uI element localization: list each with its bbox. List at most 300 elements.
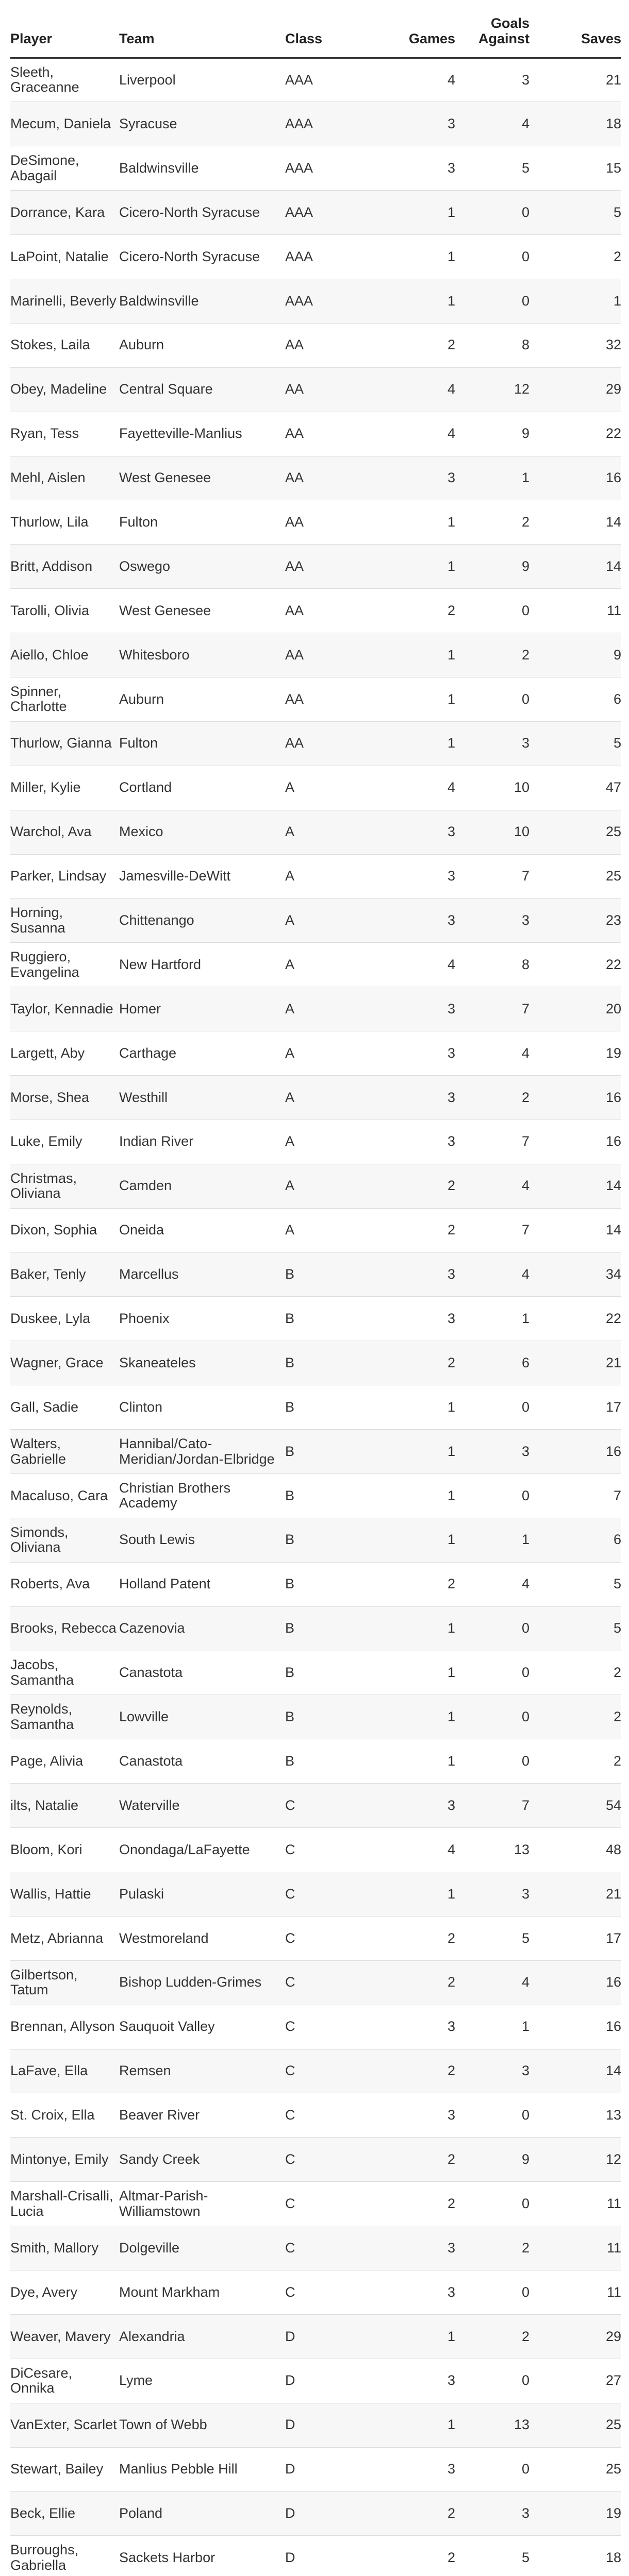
cell-player: Dixon, Sophia: [10, 1208, 119, 1252]
cell-team: Auburn: [119, 323, 285, 367]
cell-saves: 27: [529, 2359, 621, 2403]
cell-games: 3: [365, 2447, 455, 2492]
cell-goals-against: 9: [455, 545, 529, 589]
table-row: [10, 1828, 621, 1872]
cell-saves: 16: [529, 1075, 621, 1120]
cell-team: Mount Markham: [119, 2270, 285, 2315]
goalie-stats-table: [10, 0, 621, 2576]
cell-saves: 25: [529, 2403, 621, 2447]
cell-games: 3: [365, 1784, 455, 1828]
cell-team: Canastota: [119, 1739, 285, 1784]
cell-goals-against: 2: [455, 2226, 529, 2270]
cell-saves: 29: [529, 2314, 621, 2359]
cell-games: 1: [365, 1739, 455, 1784]
cell-games: 1: [365, 2403, 455, 2447]
cell-goals-against: 5: [455, 2536, 529, 2576]
cell-saves: 11: [529, 2270, 621, 2315]
cell-player: Burroughs, Gabriella: [10, 2536, 119, 2576]
cell-saves: 18: [529, 2536, 621, 2576]
cell-goals-against: 0: [455, 1606, 529, 1651]
cell-saves: 25: [529, 854, 621, 899]
cell-team: Sandy Creek: [119, 2138, 285, 2182]
cell-player: LaPoint, Natalie: [10, 235, 119, 279]
cell-goals-against: 10: [455, 766, 529, 810]
cell-player: Baker, Tenly: [10, 1252, 119, 1297]
cell-team: Cicero-North Syracuse: [119, 235, 285, 279]
cell-class: B: [285, 1562, 365, 1606]
cell-games: 1: [365, 235, 455, 279]
cell-goals-against: 4: [455, 1164, 529, 1208]
cell-saves: 21: [529, 58, 621, 102]
table-row: [10, 545, 621, 589]
cell-class: C: [285, 2093, 365, 2138]
cell-saves: 12: [529, 2138, 621, 2182]
cell-player: Mehl, Aislen: [10, 456, 119, 500]
cell-class: A: [285, 1208, 365, 1252]
cell-goals-against: 3: [455, 721, 529, 766]
cell-games: 3: [365, 1297, 455, 1341]
cell-team: Oswego: [119, 545, 285, 589]
cell-saves: 19: [529, 2492, 621, 2536]
table-row: [10, 1208, 621, 1252]
table-row: [10, 899, 621, 943]
table-row: [10, 943, 621, 987]
table-row: [10, 1120, 621, 1164]
cell-team: Sauquoit Valley: [119, 2005, 285, 2049]
cell-class: D: [285, 2403, 365, 2447]
cell-team: Pulaski: [119, 1872, 285, 1917]
cell-class: A: [285, 810, 365, 854]
cell-team: Dolgeville: [119, 2226, 285, 2270]
cell-goals-against: 0: [455, 1739, 529, 1784]
table-row: [10, 1297, 621, 1341]
cell-team: Whitesboro: [119, 633, 285, 677]
cell-goals-against: 0: [455, 279, 529, 323]
cell-games: 4: [365, 943, 455, 987]
cell-saves: 17: [529, 1916, 621, 1960]
cell-games: 4: [365, 1828, 455, 1872]
cell-goals-against: 9: [455, 412, 529, 456]
cell-team: Poland: [119, 2492, 285, 2536]
cell-player: Dorrance, Kara: [10, 191, 119, 235]
cell-saves: 2: [529, 1651, 621, 1695]
cell-player: Tarolli, Olivia: [10, 589, 119, 633]
cell-player: VanExter, Scarlet: [10, 2403, 119, 2447]
cell-class: A: [285, 854, 365, 899]
cell-saves: 11: [529, 2226, 621, 2270]
cell-team: Auburn: [119, 677, 285, 721]
cell-games: 3: [365, 2226, 455, 2270]
cell-team: Canastota: [119, 1651, 285, 1695]
cell-player: Aiello, Chloe: [10, 633, 119, 677]
cell-class: AAA: [285, 102, 365, 146]
cell-player: Weaver, Mavery: [10, 2314, 119, 2359]
cell-class: C: [285, 2049, 365, 2093]
cell-saves: 16: [529, 456, 621, 500]
cell-goals-against: 2: [455, 1075, 529, 1120]
cell-class: AA: [285, 545, 365, 589]
cell-saves: 34: [529, 1252, 621, 1297]
cell-games: 1: [365, 1606, 455, 1651]
cell-player: Dye, Avery: [10, 2270, 119, 2315]
table-row: [10, 1651, 621, 1695]
cell-games: 3: [365, 854, 455, 899]
table-row: [10, 2447, 621, 2492]
cell-goals-against: 10: [455, 810, 529, 854]
table-row: [10, 1031, 621, 1076]
table-row: [10, 2359, 621, 2403]
cell-goals-against: 4: [455, 1562, 529, 1606]
cell-player: Morse, Shea: [10, 1075, 119, 1120]
cell-player: Reynolds, Samantha: [10, 1695, 119, 1739]
cell-class: D: [285, 2447, 365, 2492]
table-row: [10, 279, 621, 323]
cell-player: Obey, Madeline: [10, 367, 119, 412]
cell-games: 1: [365, 1430, 455, 1474]
cell-goals-against: 1: [455, 1518, 529, 1562]
table-row: [10, 1916, 621, 1960]
cell-team: Lyme: [119, 2359, 285, 2403]
cell-class: B: [285, 1430, 365, 1474]
cell-team: Lowville: [119, 1695, 285, 1739]
cell-team: Cicero-North Syracuse: [119, 191, 285, 235]
cell-saves: 6: [529, 677, 621, 721]
cell-class: A: [285, 899, 365, 943]
cell-games: 1: [365, 1474, 455, 1518]
table-row: [10, 2226, 621, 2270]
cell-team: Westhill: [119, 1075, 285, 1120]
table-row: [10, 721, 621, 766]
cell-goals-against: 2: [455, 2314, 529, 2359]
table-row: [10, 1695, 621, 1739]
cell-class: AA: [285, 633, 365, 677]
table-row: [10, 367, 621, 412]
cell-class: A: [285, 766, 365, 810]
cell-saves: 2: [529, 1695, 621, 1739]
cell-class: C: [285, 2182, 365, 2226]
cell-class: B: [285, 1606, 365, 1651]
cell-saves: 2: [529, 235, 621, 279]
cell-player: Metz, Abrianna: [10, 1916, 119, 1960]
cell-player: Wallis, Hattie: [10, 1872, 119, 1917]
header-player[interactable]: Player: [10, 0, 119, 58]
cell-saves: 16: [529, 1430, 621, 1474]
cell-games: 1: [365, 1651, 455, 1695]
cell-class: B: [285, 1252, 365, 1297]
cell-class: AA: [285, 323, 365, 367]
cell-games: 2: [365, 1341, 455, 1385]
cell-saves: 16: [529, 1120, 621, 1164]
cell-player: Ruggiero, Evangelina: [10, 943, 119, 987]
table-row: [10, 1562, 621, 1606]
table-row: [10, 58, 621, 102]
cell-games: 2: [365, 323, 455, 367]
cell-player: Thurlow, Gianna: [10, 721, 119, 766]
cell-team: Central Square: [119, 367, 285, 412]
cell-games: 1: [365, 279, 455, 323]
header-games[interactable]: Games: [365, 0, 455, 58]
cell-team: Jamesville-DeWitt: [119, 854, 285, 899]
cell-saves: 5: [529, 191, 621, 235]
cell-saves: 47: [529, 766, 621, 810]
cell-games: 1: [365, 500, 455, 545]
cell-goals-against: 1: [455, 456, 529, 500]
cell-team: Indian River: [119, 1120, 285, 1164]
cell-team: Homer: [119, 987, 285, 1031]
table-row: [10, 2536, 621, 2576]
cell-class: A: [285, 1031, 365, 1076]
cell-team: New Hartford: [119, 943, 285, 987]
cell-saves: 21: [529, 1341, 621, 1385]
cell-saves: 22: [529, 1297, 621, 1341]
cell-goals-against: 0: [455, 191, 529, 235]
cell-team: Altmar-Parish-Williamstown: [119, 2182, 285, 2226]
table-row: [10, 1518, 621, 1562]
cell-goals-against: 0: [455, 677, 529, 721]
table-row: [10, 633, 621, 677]
cell-goals-against: 0: [455, 235, 529, 279]
cell-games: 3: [365, 146, 455, 191]
cell-team: Oneida: [119, 1208, 285, 1252]
cell-player: Parker, Lindsay: [10, 854, 119, 899]
table-row: [10, 412, 621, 456]
header-class[interactable]: Class: [285, 0, 365, 58]
cell-class: C: [285, 2138, 365, 2182]
cell-games: 3: [365, 899, 455, 943]
cell-saves: 32: [529, 323, 621, 367]
cell-saves: 14: [529, 1164, 621, 1208]
cell-class: A: [285, 1120, 365, 1164]
cell-player: Bloom, Kori: [10, 1828, 119, 1872]
cell-class: D: [285, 2492, 365, 2536]
table-row: [10, 1606, 621, 1651]
cell-class: C: [285, 1828, 365, 1872]
cell-saves: 18: [529, 102, 621, 146]
cell-player: LaFave, Ella: [10, 2049, 119, 2093]
table-row: [10, 191, 621, 235]
cell-player: Beck, Ellie: [10, 2492, 119, 2536]
cell-saves: 25: [529, 2447, 621, 2492]
cell-games: 1: [365, 1385, 455, 1430]
cell-player: Brooks, Rebecca: [10, 1606, 119, 1651]
cell-class: C: [285, 1872, 365, 1917]
cell-team: Bishop Ludden-Grimes: [119, 1960, 285, 2005]
table-row: [10, 2403, 621, 2447]
cell-player: Gilbertson, Tatum: [10, 1960, 119, 2005]
header-goals-against[interactable]: Goals Against: [455, 0, 529, 58]
cell-player: Largett, Aby: [10, 1031, 119, 1076]
cell-games: 2: [365, 1562, 455, 1606]
cell-goals-against: 3: [455, 2049, 529, 2093]
cell-team: Camden: [119, 1164, 285, 1208]
table-row: [10, 1739, 621, 1784]
cell-goals-against: 0: [455, 2093, 529, 2138]
cell-player: Gall, Sadie: [10, 1385, 119, 1430]
cell-class: B: [285, 1651, 365, 1695]
cell-player: DeSimone, Abagail: [10, 146, 119, 191]
cell-goals-against: 4: [455, 1252, 529, 1297]
cell-player: Christmas, Oliviana: [10, 1164, 119, 1208]
cell-team: Carthage: [119, 1031, 285, 1076]
cell-class: B: [285, 1385, 365, 1430]
cell-goals-against: 7: [455, 854, 529, 899]
cell-class: AA: [285, 367, 365, 412]
cell-player: Marshall-Crisalli, Lucia: [10, 2182, 119, 2226]
cell-player: Roberts, Ava: [10, 1562, 119, 1606]
cell-team: Holland Patent: [119, 1562, 285, 1606]
cell-player: Ryan, Tess: [10, 412, 119, 456]
table-row: [10, 1960, 621, 2005]
header-saves[interactable]: Saves: [529, 0, 621, 58]
cell-goals-against: 7: [455, 1784, 529, 1828]
cell-player: Mintonye, Emily: [10, 2138, 119, 2182]
cell-team: Onondaga/LaFayette: [119, 1828, 285, 1872]
cell-player: ilts, Natalie: [10, 1784, 119, 1828]
cell-class: D: [285, 2359, 365, 2403]
cell-saves: 14: [529, 545, 621, 589]
cell-player: Smith, Mallory: [10, 2226, 119, 2270]
cell-team: Remsen: [119, 2049, 285, 2093]
cell-class: B: [285, 1739, 365, 1784]
cell-saves: 17: [529, 1385, 621, 1430]
table-row: [10, 2005, 621, 2049]
cell-saves: 13: [529, 2093, 621, 2138]
table-row: [10, 1474, 621, 1518]
cell-player: DiCesare, Onnika: [10, 2359, 119, 2403]
cell-class: AAA: [285, 191, 365, 235]
cell-goals-against: 9: [455, 2138, 529, 2182]
cell-class: AA: [285, 456, 365, 500]
cell-player: Stewart, Bailey: [10, 2447, 119, 2492]
cell-player: Mecum, Daniela: [10, 102, 119, 146]
cell-saves: 5: [529, 1562, 621, 1606]
cell-team: Sackets Harbor: [119, 2536, 285, 2576]
cell-team: Manlius Pebble Hill: [119, 2447, 285, 2492]
table-row: [10, 1075, 621, 1120]
cell-games: 2: [365, 2182, 455, 2226]
cell-games: 1: [365, 1695, 455, 1739]
cell-goals-against: 8: [455, 323, 529, 367]
cell-team: Phoenix: [119, 1297, 285, 1341]
cell-team: Cortland: [119, 766, 285, 810]
cell-games: 2: [365, 589, 455, 633]
cell-player: Macaluso, Cara: [10, 1474, 119, 1518]
cell-team: Waterville: [119, 1784, 285, 1828]
cell-saves: 29: [529, 367, 621, 412]
cell-games: 2: [365, 2492, 455, 2536]
table-row: [10, 1252, 621, 1297]
cell-team: Town of Webb: [119, 2403, 285, 2447]
cell-goals-against: 0: [455, 2447, 529, 2492]
cell-player: Sleeth, Graceanne: [10, 58, 119, 102]
cell-goals-against: 7: [455, 987, 529, 1031]
cell-games: 4: [365, 58, 455, 102]
cell-team: Syracuse: [119, 102, 285, 146]
cell-player: Britt, Addison: [10, 545, 119, 589]
table-row: [10, 2049, 621, 2093]
cell-class: B: [285, 1695, 365, 1739]
cell-games: 3: [365, 1031, 455, 1076]
cell-team: Marcellus: [119, 1252, 285, 1297]
cell-team: South Lewis: [119, 1518, 285, 1562]
cell-class: C: [285, 1960, 365, 2005]
cell-saves: 5: [529, 721, 621, 766]
cell-saves: 9: [529, 633, 621, 677]
cell-team: Liverpool: [119, 58, 285, 102]
cell-saves: 22: [529, 943, 621, 987]
cell-saves: 15: [529, 146, 621, 191]
cell-class: D: [285, 2536, 365, 2576]
cell-goals-against: 3: [455, 1872, 529, 1917]
cell-games: 3: [365, 2359, 455, 2403]
cell-class: C: [285, 1916, 365, 1960]
cell-saves: 48: [529, 1828, 621, 1872]
cell-saves: 14: [529, 500, 621, 545]
cell-games: 2: [365, 1916, 455, 1960]
cell-class: A: [285, 1164, 365, 1208]
cell-team: Beaver River: [119, 2093, 285, 2138]
cell-team: Cazenovia: [119, 1606, 285, 1651]
cell-saves: 14: [529, 2049, 621, 2093]
cell-saves: 54: [529, 1784, 621, 1828]
cell-team: Westmoreland: [119, 1916, 285, 1960]
cell-goals-against: 12: [455, 367, 529, 412]
cell-player: Brennan, Allyson: [10, 2005, 119, 2049]
cell-class: C: [285, 2226, 365, 2270]
cell-team: Fulton: [119, 721, 285, 766]
table-row: [10, 2093, 621, 2138]
cell-class: B: [285, 1474, 365, 1518]
table-row: [10, 677, 621, 721]
cell-goals-against: 3: [455, 899, 529, 943]
cell-goals-against: 4: [455, 1960, 529, 2005]
cell-goals-against: 13: [455, 2403, 529, 2447]
cell-goals-against: 7: [455, 1208, 529, 1252]
table-row: [10, 323, 621, 367]
cell-player: Warchol, Ava: [10, 810, 119, 854]
cell-games: 2: [365, 2049, 455, 2093]
cell-saves: 5: [529, 1606, 621, 1651]
cell-goals-against: 1: [455, 1297, 529, 1341]
cell-class: AAA: [285, 279, 365, 323]
table-row: [10, 1430, 621, 1474]
cell-team: Hannibal/Cato-Meridian/Jordan-Elbridge: [119, 1430, 285, 1474]
cell-goals-against: 0: [455, 1651, 529, 1695]
table-row: [10, 1164, 621, 1208]
cell-team: Baldwinsville: [119, 279, 285, 323]
table-row: [10, 2492, 621, 2536]
cell-team: West Genesee: [119, 589, 285, 633]
header-team[interactable]: Team: [119, 0, 285, 58]
table-row: [10, 2270, 621, 2315]
cell-saves: 22: [529, 412, 621, 456]
cell-games: 3: [365, 987, 455, 1031]
table-row: [10, 1341, 621, 1385]
cell-saves: 11: [529, 589, 621, 633]
cell-player: Stokes, Laila: [10, 323, 119, 367]
cell-games: 2: [365, 1208, 455, 1252]
cell-player: St. Croix, Ella: [10, 2093, 119, 2138]
cell-goals-against: 3: [455, 1430, 529, 1474]
cell-class: C: [285, 2005, 365, 2049]
cell-saves: 21: [529, 1872, 621, 1917]
table-row: [10, 766, 621, 810]
cell-class: AA: [285, 677, 365, 721]
cell-saves: 19: [529, 1031, 621, 1076]
cell-games: 2: [365, 1960, 455, 2005]
cell-class: AA: [285, 589, 365, 633]
cell-games: 2: [365, 2138, 455, 2182]
